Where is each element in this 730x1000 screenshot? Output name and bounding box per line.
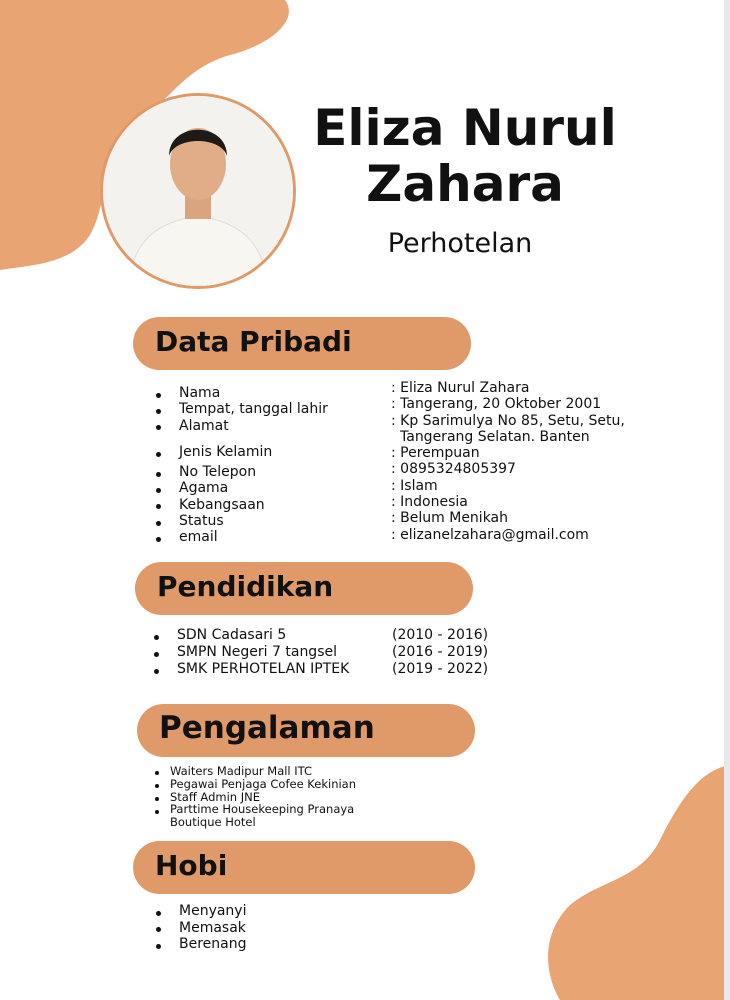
- hobby-item: Menyanyi: [152, 903, 247, 920]
- value: : Indonesia: [391, 494, 468, 511]
- school: SMK PERHOTELAN IPTEK: [150, 661, 349, 678]
- experience-item: Pegawai Penjaga Cofee Kekinian: [152, 778, 402, 791]
- value: Tangerang Selatan. Banten: [400, 428, 590, 445]
- label: Status: [152, 513, 328, 529]
- years: (2019 - 2022): [392, 661, 489, 677]
- label: No Telepon: [152, 464, 328, 480]
- personal-labels: [152, 385, 328, 546]
- section-header-education: [135, 562, 473, 615]
- section-title: Pengalaman: [159, 710, 375, 746]
- value: : Kp Sarimulya No 85, Setu, Setu,: [391, 412, 625, 429]
- school: SMPN Negeri 7 tangsel: [150, 644, 349, 661]
- page-edge: [724, 0, 730, 1000]
- label: Alamat: [152, 418, 328, 434]
- job-title: Perhotelan: [387, 228, 533, 259]
- experience-item: Parttime Housekeeping Pranaya Boutique Hotel: [152, 803, 402, 829]
- label: Jenis Kelamin: [152, 444, 328, 460]
- years: (2010 - 2016): [392, 627, 489, 643]
- experience-item: Staff Admin JNE: [152, 791, 402, 804]
- section-header-experience: [137, 704, 475, 757]
- label: email: [152, 529, 328, 545]
- education-list: [150, 627, 349, 678]
- section-title: Data Pribadi: [155, 325, 352, 358]
- value: : Islam: [391, 477, 438, 494]
- label: Kebangsaan: [152, 497, 328, 513]
- experience-list: [152, 765, 402, 829]
- value: : elizanelzahara@gmail.com: [391, 526, 589, 543]
- experience-item: Waiters Madipur Mall ITC: [152, 765, 402, 778]
- profile-photo: [100, 93, 296, 289]
- value: : Belum Menikah: [391, 510, 509, 527]
- personal-values: [391, 380, 625, 543]
- value: : Perempuan: [391, 445, 480, 462]
- hobby-item: Berenang: [152, 936, 247, 953]
- value: : Eliza Nurul Zahara: [391, 380, 530, 396]
- full-name: Eliza Nurul Zahara: [313, 99, 617, 213]
- hobby-item: Memasak: [152, 920, 247, 937]
- hobbies-list: [152, 903, 247, 953]
- bottom-right-blob: [548, 765, 730, 1000]
- section-header-hobbies: [133, 841, 475, 894]
- value: : Tangerang, 20 Oktober 2001: [391, 396, 602, 413]
- section-title: Hobi: [155, 849, 228, 882]
- years: (2016 - 2019): [392, 644, 489, 660]
- education-years: [392, 627, 488, 678]
- label: Agama: [152, 480, 328, 496]
- section-header-personal: [133, 317, 471, 370]
- label: Nama: [152, 385, 328, 401]
- section-title: Pendidikan: [157, 570, 334, 603]
- school: SDN Cadasari 5: [150, 627, 349, 644]
- label: Tempat, tanggal lahir: [152, 401, 328, 417]
- value: : 0895324805397: [391, 461, 516, 478]
